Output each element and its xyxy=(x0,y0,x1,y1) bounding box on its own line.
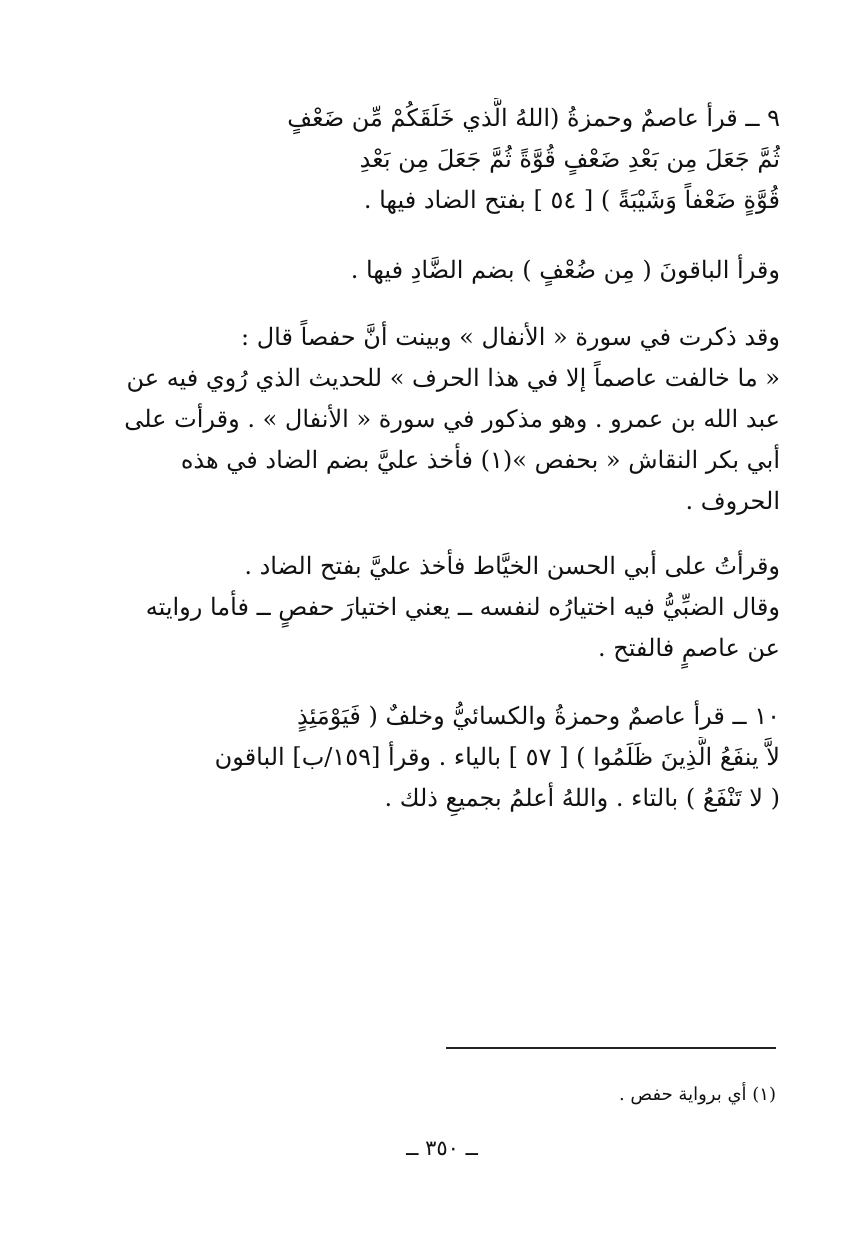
text-line: الحروف . xyxy=(685,487,780,515)
text-line: « ما خالفت عاصماً إلا في هذا الحرف » للحديث الذي رُوي فيه عن xyxy=(126,364,780,392)
paragraph-khayyat-note xyxy=(118,546,780,669)
text-line: عن عاصمٍ فالفتح . xyxy=(597,634,780,662)
text-line: ٩ ــ قرأ عاصمٌ وحمزةُ (اللهُ الَّذي خَلَقَكُمْ مِّن ضَعْفٍ xyxy=(287,104,780,132)
text-line: عبد الله بن عمرو . وهو مذكور في سورة « الأنفال » . وقرأت على xyxy=(124,405,780,433)
text-line: ( لا تَنْفَعُ ) بالتاء . واللهُ أعلمُ بجميعِ ذلك . xyxy=(384,784,780,812)
paragraph-verse-9 xyxy=(118,98,780,221)
text-line: قُوَّةٍ ضَعْفاً وَشَيْبَةً ) [ ٥٤ ] بفتح الضاد فيها . xyxy=(363,186,780,214)
paragraph-verse-10 xyxy=(118,696,780,819)
text-line: وقال الضبِّيُّ فيه اختيارُه لنفسه ــ يعني اختيارَ حفصٍ ــ فأما روايته xyxy=(145,593,780,621)
paragraph-others-reading xyxy=(118,250,780,291)
page-number: ــ ٣٥٠ ــ xyxy=(406,1136,478,1160)
text-line: لاَّ ينفَعُ الَّذِينَ ظَلَمُوا ) [ ٥٧ ] بالياء . وقرأ [١٥٩/ب] الباقون xyxy=(214,743,780,771)
paragraph-hafs-note xyxy=(118,317,780,522)
footnote: (١) أي برواية حفص . xyxy=(618,1084,776,1105)
text-line: وقرأ الباقونَ ( مِن ضُعْفٍ ) بضم الضَّادِ فيها . xyxy=(350,256,780,284)
text-line: ثُمَّ جَعَلَ مِن بَعْدِ ضَعْفٍ قُوَّةً ثُمَّ جَعَلَ مِن بَعْدِ xyxy=(359,145,780,173)
text-line: وقد ذكرت في سورة « الأنفال » وبينت أنَّ حفصاً قال : xyxy=(241,323,780,351)
footnote-divider xyxy=(446,1047,776,1049)
text-line: أبي بكر النقاش « بحفص »(١) فأخذ عليَّ بضم الضاد في هذه xyxy=(180,446,780,474)
text-line: وقرأتُ على أبي الحسن الخيَّاط فأخذ عليَّ بفتح الضاد . xyxy=(244,552,780,580)
text-line: ١٠ ــ قرأ عاصمٌ وحمزةُ والكسائيُّ وخلفٌ ( فَيَوْمَئِذٍ xyxy=(297,702,780,730)
